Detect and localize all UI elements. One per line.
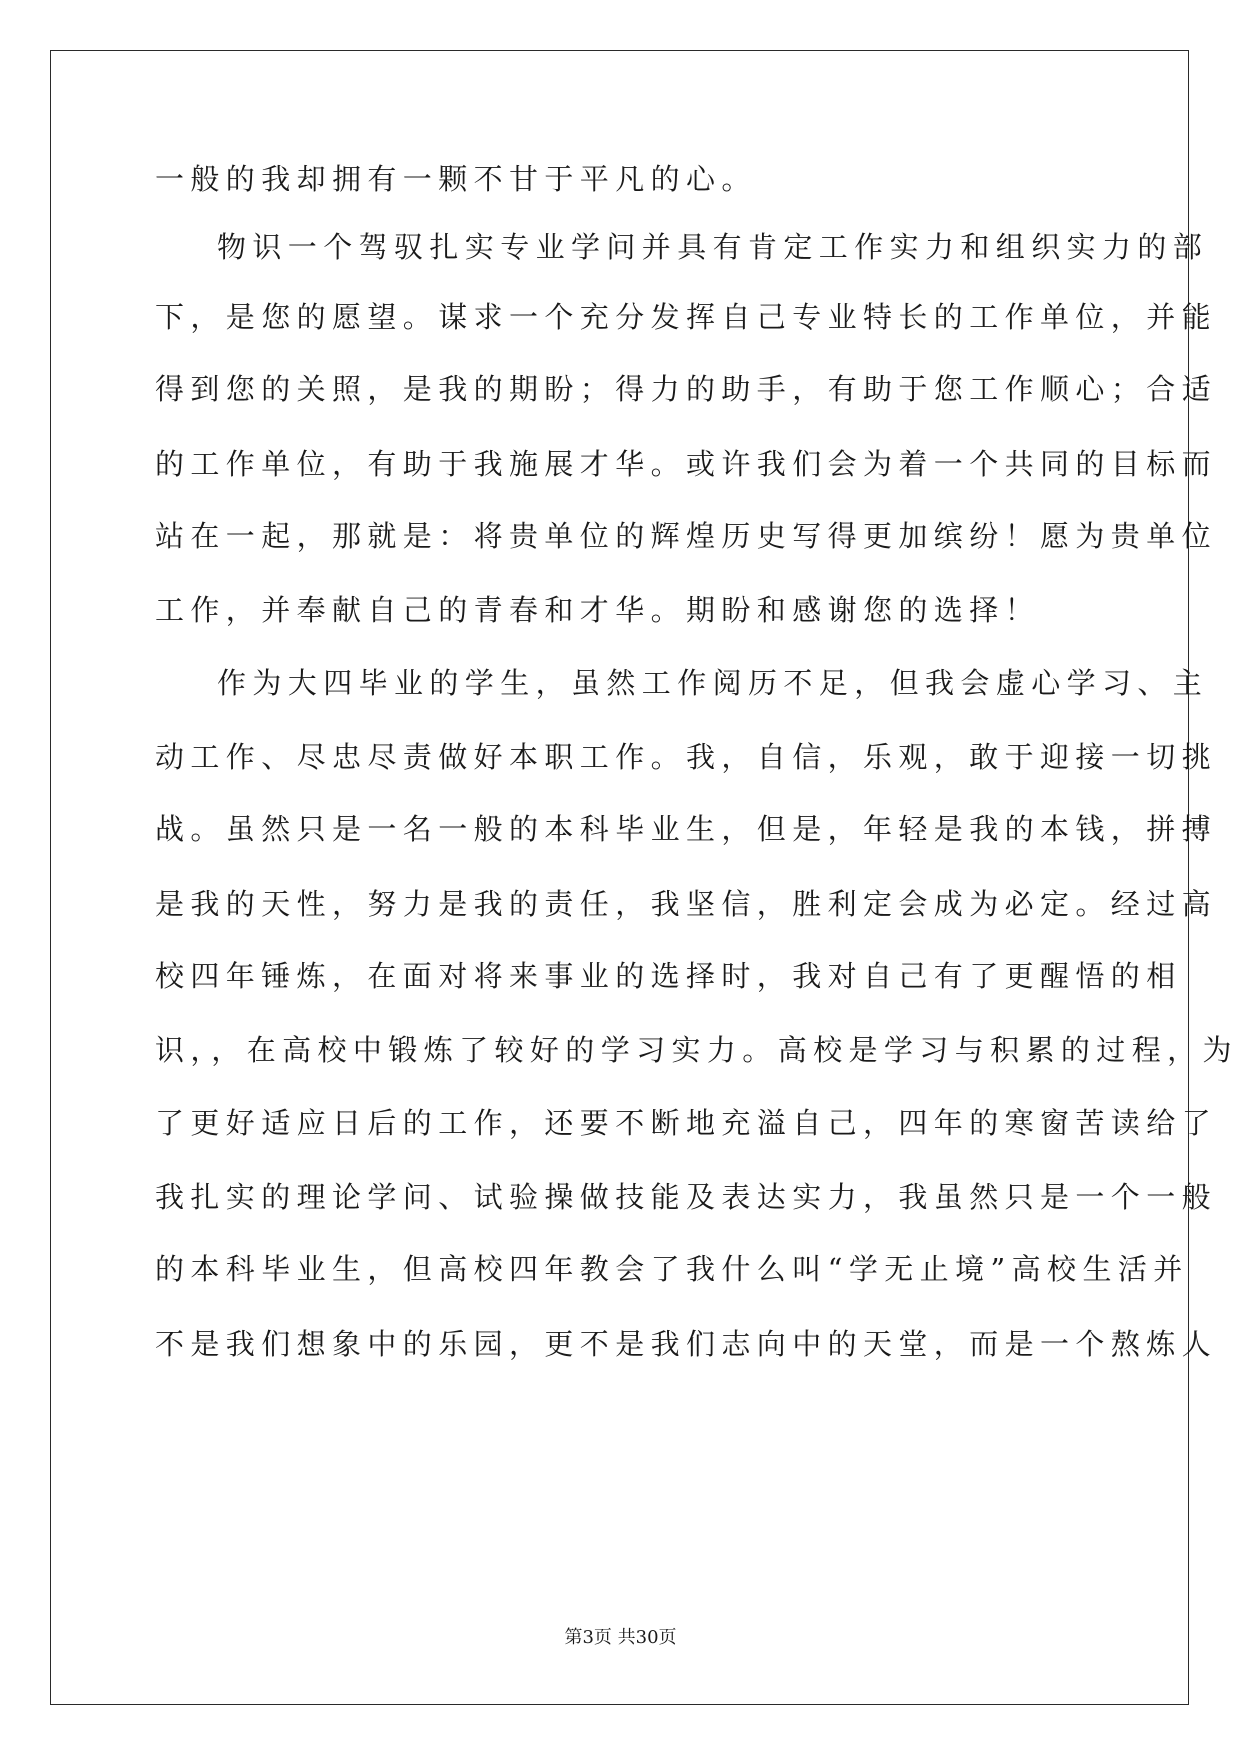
text-line: 了更好适应日后的工作，还要不断地充溢自己，四年的寒窗苦读给了 [155,1106,1218,1140]
text-line: 是我的天性，努力是我的责任，我坚信，胜利定会成为必定。经过高 [155,887,1218,921]
text-line: 的本科毕业生，但高校四年教会了我什么叫“学无止境”高校生活并 [155,1252,1189,1286]
text-line: 不是我们想象中的乐园，更不是我们志向中的天堂，而是一个熬炼人 [155,1327,1218,1361]
text-line: 识，，在高校中锻炼了较好的学习实力。高校是学习与积累的过程，为 [155,1033,1238,1067]
text-line: 工作，并奉献自己的青春和才华。期盼和感谢您的选择！ [155,593,1041,627]
text-line: 战。虽然只是一名一般的本科毕业生，但是，年轻是我的本钱，拼搏 [155,812,1218,846]
page-number-footer: 第3页 共30页 [564,1627,677,1648]
paragraph-start-line: 作为大四毕业的学生，虽然工作阅历不足，但我会虚心学习、主 [217,666,1209,700]
text-line: 我扎实的理论学问、试验操做技能及表达实力，我虽然只是一个一般 [155,1180,1218,1214]
text-line: 校四年锤炼，在面对将来事业的选择时，我对自己有了更醒悟的相 [155,959,1182,993]
text-line: 下，是您的愿望。谋求一个充分发挥自己专业特长的工作单位，并能 [155,300,1218,334]
text-line: 动工作、尽忠尽责做好本职工作。我，自信，乐观，敢于迎接一切挑 [155,740,1218,774]
paragraph-start-line: 物识一个驾驭扎实专业学问并具有肯定工作实力和组织实力的部 [217,230,1209,264]
text-line: 的工作单位，有助于我施展才华。或许我们会为着一个共同的目标而 [155,447,1218,481]
text-line: 一般的我却拥有一颗不甘于平凡的心。 [155,162,757,196]
text-line: 站在一起，那就是：将贵单位的辉煌历史写得更加缤纷！愿为贵单位 [155,519,1218,553]
text-line: 得到您的关照，是我的期盼；得力的助手，有助于您工作顺心；合适 [155,372,1218,406]
